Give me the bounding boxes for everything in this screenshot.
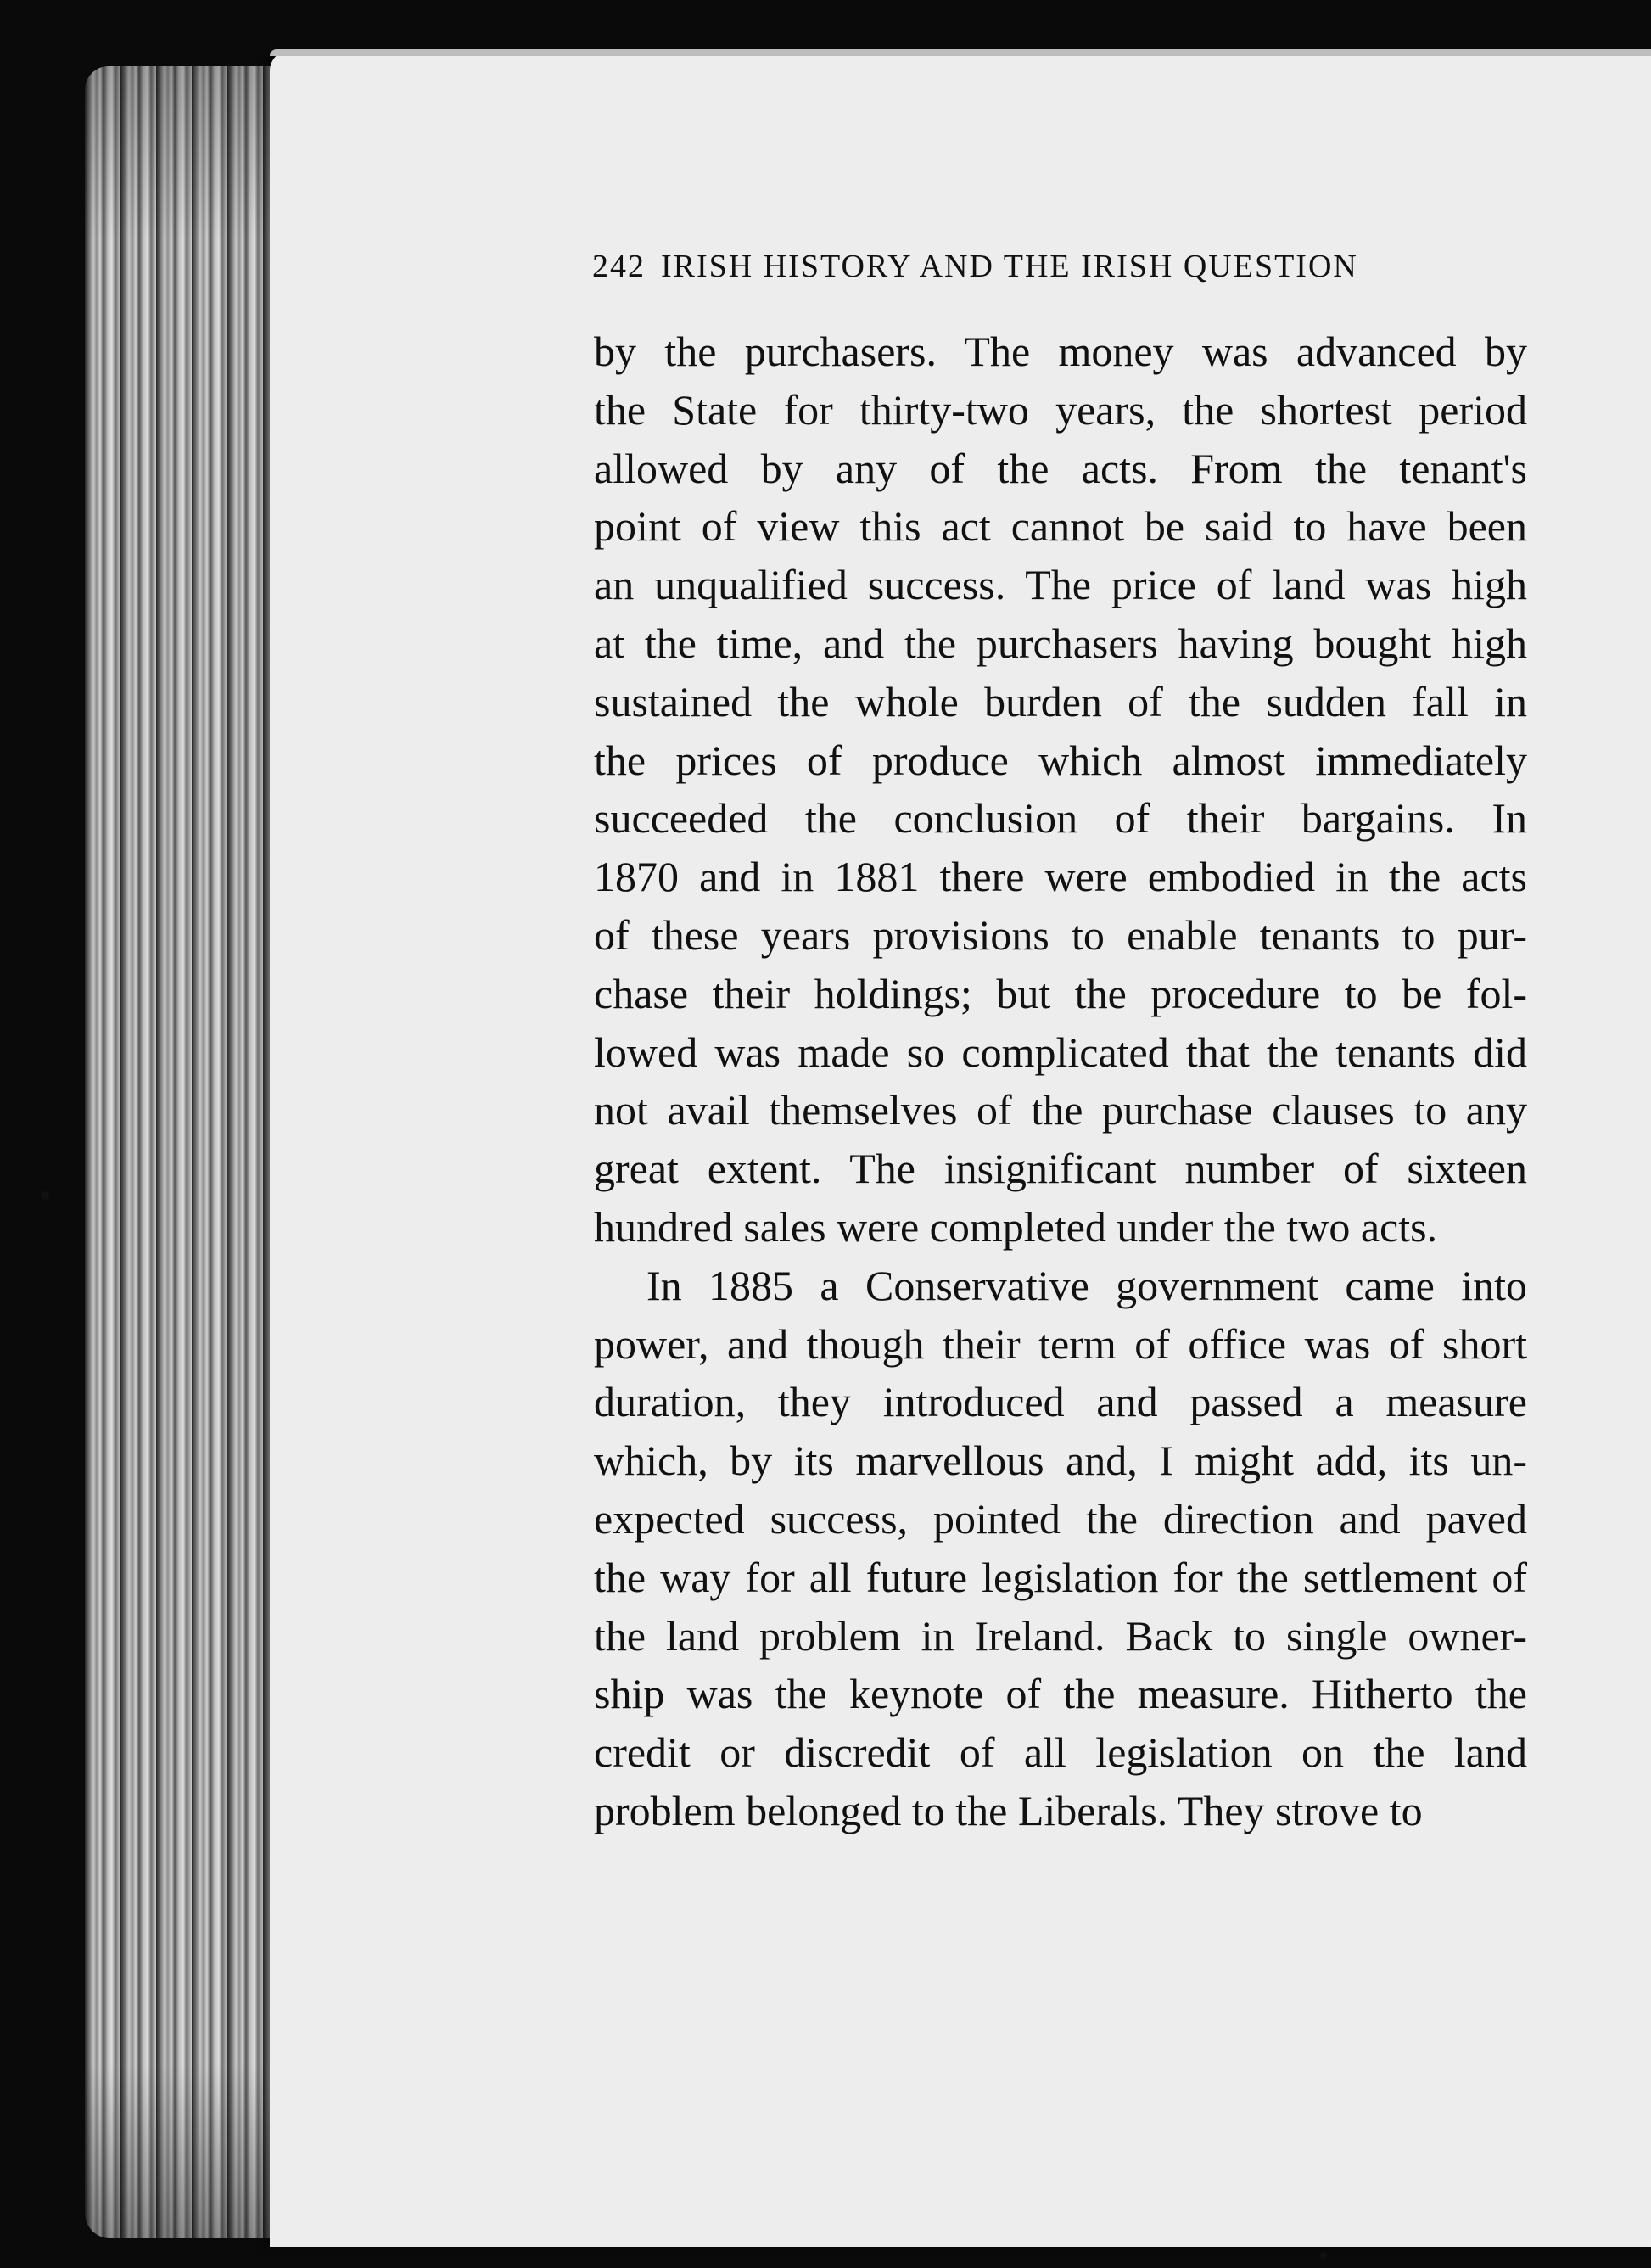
text-line: great extent. The insignificant number of sixteen — [594, 1145, 1527, 1193]
text-line: succeeded the conclusion of their bargains. In — [594, 794, 1527, 843]
text-line: the State for thirty-two years, the shortest period — [594, 385, 1527, 434]
text-line: sustained the whole burden of the sudden fall in — [594, 677, 1527, 725]
text-line: the way for all future legislation for the settlement of — [594, 1553, 1527, 1601]
page-number: 242 — [592, 249, 646, 284]
text-line: power, and though their term of office was of short — [594, 1319, 1527, 1368]
text-line: of these years provisions to enable tenants to pur- — [594, 910, 1527, 959]
text-line: In 1885 a Conservative government came into — [646, 1261, 1527, 1309]
text-line: not avail themselves of the purchase clauses to any — [594, 1086, 1527, 1134]
text-line: chase their holdings; but the procedure to be fol- — [594, 969, 1527, 1017]
text-line: at the time, and the purchasers having bought high — [594, 619, 1527, 667]
speck — [1320, 2252, 1327, 2259]
text-line: problem belonged to the Liberals. They strove to — [594, 1786, 1423, 1834]
text-line: which, by its marvellous and, I might add, its un- — [594, 1436, 1527, 1485]
text-line: the prices of produce which almost immediately — [594, 736, 1527, 784]
text-line: expected success, pointed the direction and paved — [594, 1494, 1527, 1543]
running-head-title: IRISH HISTORY AND THE IRISH QUESTION — [661, 249, 1358, 284]
speck — [41, 1191, 49, 1200]
body-text — [594, 322, 1527, 1840]
text-line: hundred sales were completed under the two acts. — [594, 1202, 1438, 1251]
text-line: 1870 and in 1881 there were embodied in the acts — [594, 853, 1527, 901]
text-line: lowed was made so complicated that the tenants did — [594, 1028, 1527, 1076]
text-line: an unqualified success. The price of land was high — [594, 561, 1527, 609]
text-line: the land problem in Ireland. Back to single owner- — [594, 1611, 1527, 1660]
running-head — [592, 248, 1525, 285]
text-line: credit or discredit of all legislation on the land — [594, 1728, 1527, 1777]
text-line: ship was the keynote of the measure. Hitherto the — [594, 1670, 1527, 1718]
page-edges — [85, 66, 280, 2238]
text-line: by the purchasers. The money was advanced by — [594, 328, 1527, 375]
text-line: allowed by any of the acts. From the tenant's — [594, 444, 1527, 492]
text-line: point of view this act cannot be said to have been — [594, 502, 1527, 551]
text-line: duration, they introduced and passed a measure — [594, 1378, 1527, 1426]
